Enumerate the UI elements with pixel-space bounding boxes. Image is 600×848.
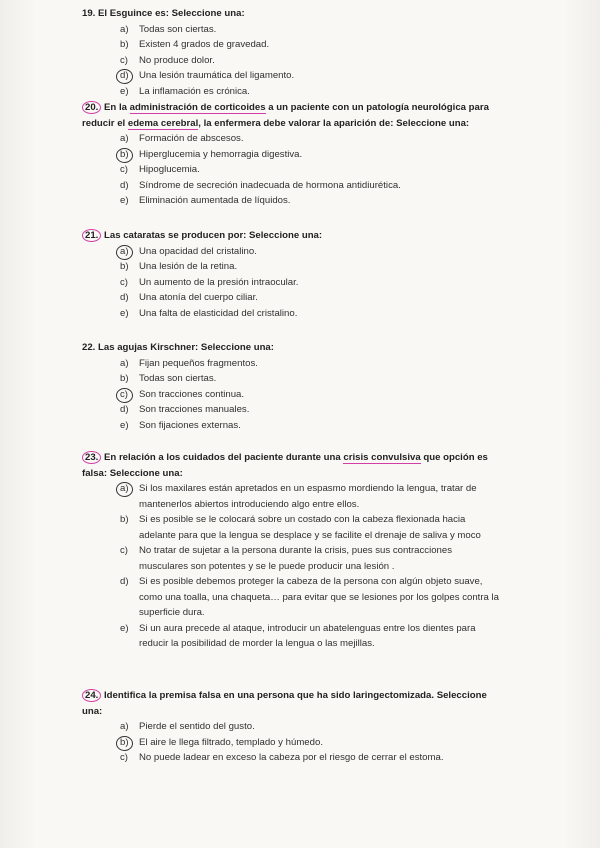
question-stem: 23. En relación a los cuidados del paciente durante una crisis convulsiva que opción es falsa: Seleccione una:	[82, 452, 488, 479]
option-d-selected[interactable]: d) Una lesión traumática del ligamento.	[82, 68, 502, 84]
selected-answer-mark: b)	[120, 147, 134, 163]
question-22	[82, 340, 502, 433]
question-number: 20.	[82, 101, 101, 114]
question-stem: 22. Las agujas Kirschner: Seleccione una:	[82, 342, 274, 353]
option-e[interactable]: e) Si un aura precede al ataque, introducir un abatelenguas entre los dientes para reducir la posibilidad de morder la lengua o las mejillas.	[120, 622, 476, 649]
option-e[interactable]: e) Son fijaciones externas.	[120, 419, 241, 431]
question-number: 23.	[82, 451, 101, 464]
question-24	[82, 688, 502, 766]
option-c[interactable]: c) Un aumento de la presión intraocular.	[120, 276, 299, 288]
option-a-selected[interactable]: a) Si los maxilares están apretados en un espasmo mordiendo la lengua, tratar de mantenerlos abiertos introduciendo algo entre ellos.	[120, 483, 477, 510]
option-b-selected[interactable]: b) El aire le llega filtrado, templado y húmedo.	[82, 735, 502, 751]
option-d[interactable]: d) Síndrome de secreción inadecuada de hormona antidiurética.	[120, 179, 401, 191]
question-stem: 21. Las cataratas se producen por: Seleccione una:	[82, 228, 502, 244]
selected-answer-mark: c)	[120, 387, 134, 403]
highlight-underline: edema cerebral	[127, 117, 199, 129]
option-e[interactable]: e) La inflamación es crónica.	[120, 85, 250, 97]
question-stem: 24. Identifica la premisa falsa en una persona que ha sido laringectomizada. Seleccione una:	[82, 690, 487, 717]
question-stem	[82, 6, 502, 22]
option-a-selected[interactable]: a) Una opacidad del cristalino.	[82, 244, 502, 260]
option-e[interactable]: e) Eliminación aumentada de líquidos.	[120, 195, 291, 206]
selected-answer-mark: a)	[120, 244, 134, 260]
option-a[interactable]: a) Fijan pequeños fragmentos.	[120, 357, 258, 369]
selected-answer-mark: b)	[120, 735, 134, 751]
question-number: 19.	[82, 8, 96, 19]
question-20	[82, 100, 502, 209]
question-number: 21.	[82, 229, 101, 242]
option-b-selected[interactable]: b) Hiperglucemia y hemorragia digestiva.	[82, 147, 502, 163]
option-d[interactable]: d) Si es posible debemos proteger la cabeza de la persona con algún objeto suave, como una toalla, una chaqueta… para evitar que se lesiones por los golpes contra la superficie dura.	[120, 576, 499, 618]
option-c[interactable]: c) No puede ladear en exceso la cabeza por el riesgo de cerrar el estoma.	[120, 752, 444, 763]
option-a[interactable]: a) Formación de abscesos.	[120, 133, 244, 144]
selected-answer-mark: a)	[120, 481, 134, 497]
option-b[interactable]: b) Si es posible se le colocará sobre un costado con la cabeza flexionada hacia adelante para que la lengua se desplace y se facilite el drenaje de saliva y moco	[120, 514, 481, 541]
option-c-selected[interactable]: c) Son tracciones continua.	[82, 387, 502, 403]
option-b[interactable]: b) Todas son ciertas.	[120, 373, 217, 384]
option-c[interactable]: c) No produce dolor.	[120, 54, 215, 66]
option-d[interactable]: d) Una atonía del cuerpo ciliar.	[120, 292, 258, 303]
question-number: 24.	[82, 689, 101, 702]
question-21	[82, 228, 502, 321]
question-stem: 20. En la administración de corticoides a un paciente con un patología neurológica para reducir el edema cerebral, la enfermera debe valorar la aparición de: Seleccione una:	[82, 102, 489, 129]
option-c[interactable]: c) Hipoglucemia.	[120, 164, 200, 175]
option-c[interactable]: c) No tratar de sujetar a la persona durante la crisis, pues sus contracciones musculares son potentes y se le puede producir una lesión .	[120, 545, 453, 572]
question-number: 22.	[82, 342, 96, 353]
highlight-underline: administración de corticoides	[129, 102, 266, 113]
option-a[interactable]: a) Todas son ciertas.	[120, 23, 217, 35]
option-d[interactable]: d) Son tracciones manuales.	[120, 404, 250, 415]
highlight-underline: crisis convulsiva	[343, 452, 421, 463]
option-a[interactable]: a) Pierde el sentido del gusto.	[120, 721, 255, 732]
option-e[interactable]: e) Una falta de elasticidad del cristalino.	[120, 307, 298, 319]
option-b[interactable]: b) Existen 4 grados de gravedad.	[120, 39, 270, 50]
option-b[interactable]: b) Una lesión de la retina.	[120, 261, 238, 272]
question-19	[82, 6, 502, 99]
selected-answer-mark: d)	[120, 68, 134, 84]
question-23	[82, 450, 502, 652]
question-text: El Esguince es: Seleccione una:	[98, 8, 245, 19]
